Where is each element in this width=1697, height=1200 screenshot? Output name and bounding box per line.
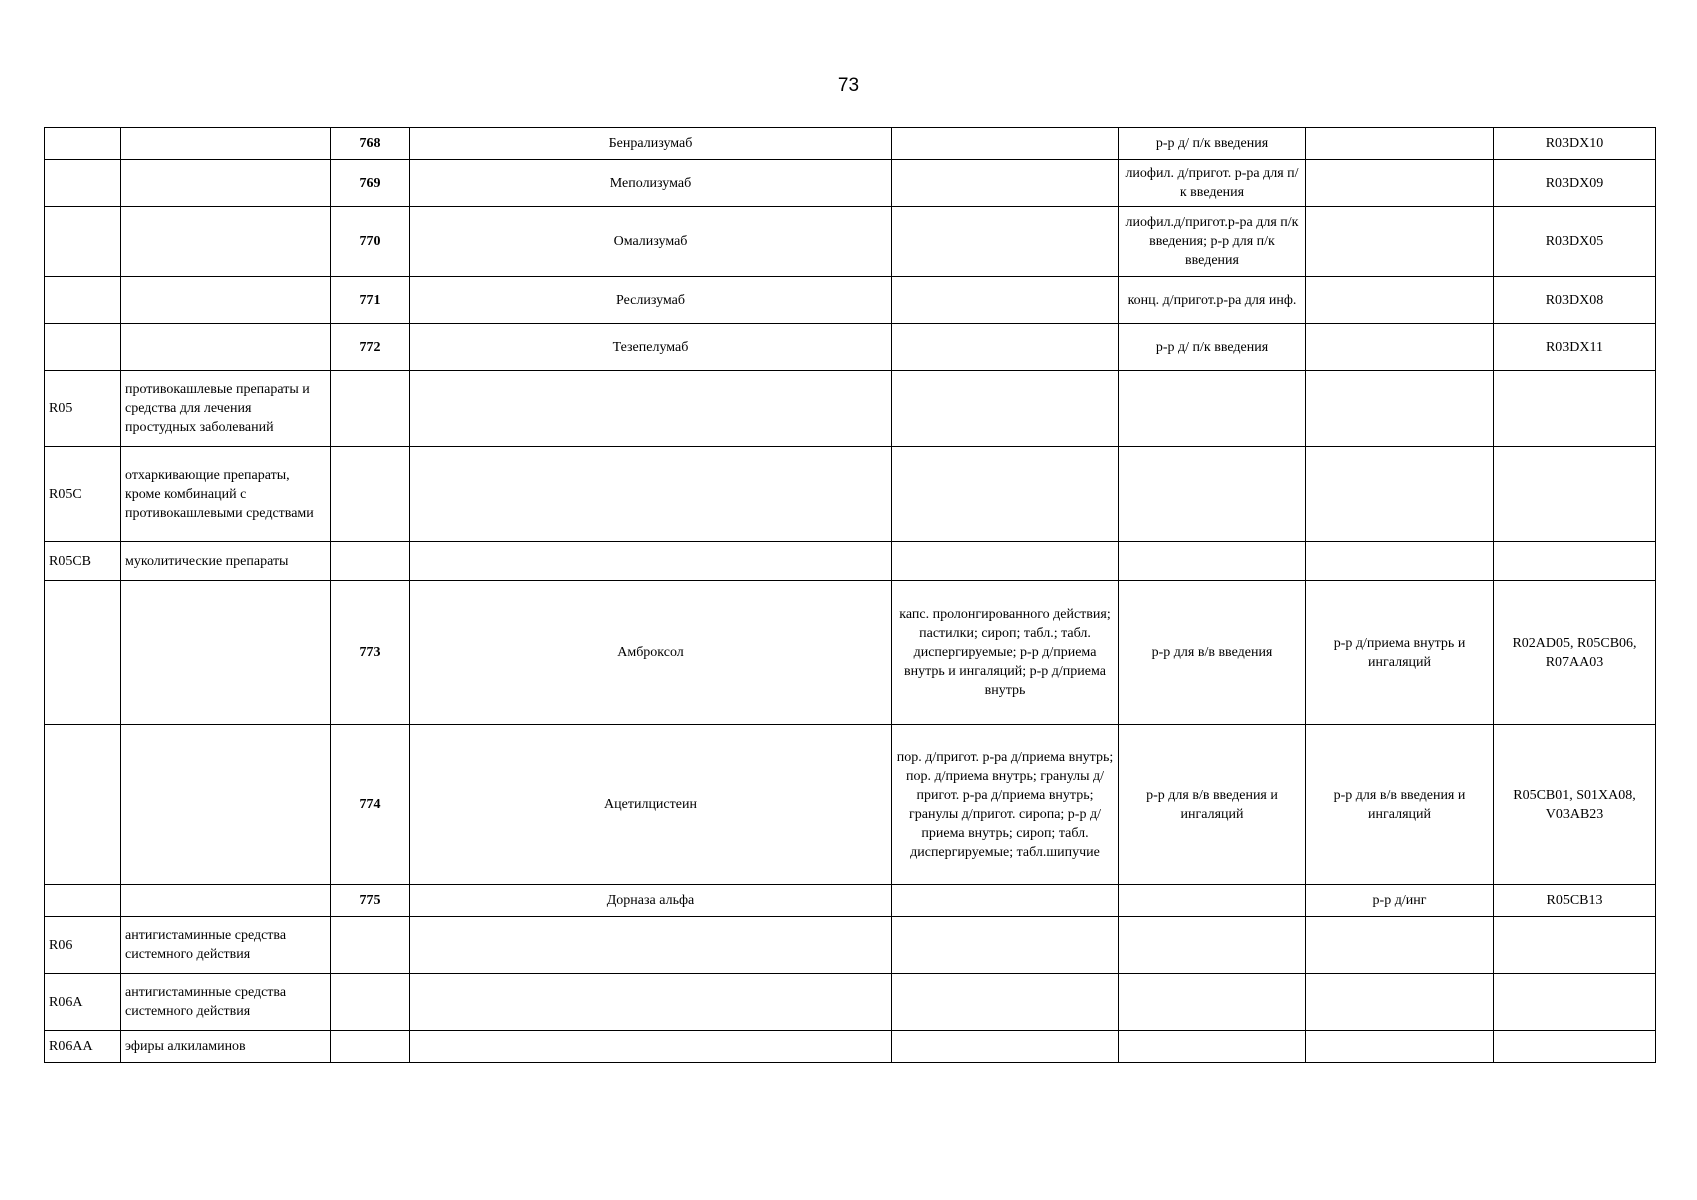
atc-group-code-cell: R05	[45, 371, 121, 447]
drug-name-cell	[410, 1031, 892, 1063]
form-column-3-cell	[1306, 128, 1494, 160]
form-column-1-cell	[892, 207, 1119, 277]
atc-group-description-cell	[121, 725, 331, 885]
atc-group-code-cell	[45, 207, 121, 277]
atc-code-cell: R03DX05	[1494, 207, 1656, 277]
table-body	[45, 128, 1656, 1063]
atc-code-cell	[1494, 542, 1656, 581]
form-column-2-cell	[1119, 447, 1306, 542]
atc-code-cell: R05CB13	[1494, 885, 1656, 917]
form-column-2-cell: р-р д/ п/к введения	[1119, 324, 1306, 371]
atc-code-cell	[1494, 974, 1656, 1031]
atc-group-description-cell: отхаркивающие препараты, кроме комбинаций с противокашлевыми средствами	[121, 447, 331, 542]
table-row	[45, 581, 1656, 725]
item-number-cell	[331, 542, 410, 581]
form-column-3-cell	[1306, 207, 1494, 277]
form-column-2-cell	[1119, 1031, 1306, 1063]
form-column-1-cell	[892, 277, 1119, 324]
atc-group-description-cell	[121, 581, 331, 725]
form-column-1-cell	[892, 917, 1119, 974]
atc-group-description-cell: антигистаминные средства системного действия	[121, 974, 331, 1031]
item-number-cell	[331, 917, 410, 974]
atc-code-cell: R02AD05, R05CB06, R07AA03	[1494, 581, 1656, 725]
form-column-3-cell: р-р д/приема внутрь и ингаляций	[1306, 581, 1494, 725]
form-column-1-cell	[892, 447, 1119, 542]
atc-code-cell	[1494, 447, 1656, 542]
form-column-1-cell	[892, 885, 1119, 917]
drug-name-cell	[410, 974, 892, 1031]
form-column-2-cell	[1119, 974, 1306, 1031]
atc-group-code-cell	[45, 581, 121, 725]
drug-name-cell: Ацетилцистеин	[410, 725, 892, 885]
drug-name-cell	[410, 542, 892, 581]
table-row	[45, 974, 1656, 1031]
drug-name-cell	[410, 447, 892, 542]
form-column-1-cell	[892, 324, 1119, 371]
atc-code-cell: R05CB01, S01XA08, V03AB23	[1494, 725, 1656, 885]
form-column-3-cell	[1306, 1031, 1494, 1063]
form-column-3-cell	[1306, 324, 1494, 371]
atc-code-cell: R03DX08	[1494, 277, 1656, 324]
table-row	[45, 725, 1656, 885]
atc-group-code-cell: R06A	[45, 974, 121, 1031]
item-number-cell	[331, 447, 410, 542]
form-column-3-cell	[1306, 277, 1494, 324]
table-row	[45, 917, 1656, 974]
atc-group-code-cell	[45, 885, 121, 917]
drug-name-cell: Реслизумаб	[410, 277, 892, 324]
form-column-1-cell: капс. пролонгированного действия; пастилки; сироп; табл.; табл. диспергируемые; р-р д/приема внутрь и ингаляций; р-р д/приема внутрь	[892, 581, 1119, 725]
atc-group-description-cell	[121, 160, 331, 207]
form-column-3-cell	[1306, 371, 1494, 447]
form-column-3-cell	[1306, 974, 1494, 1031]
form-column-1-cell	[892, 542, 1119, 581]
form-column-3-cell	[1306, 917, 1494, 974]
table-row	[45, 277, 1656, 324]
atc-group-code-cell	[45, 277, 121, 324]
table-row	[45, 128, 1656, 160]
table-row	[45, 207, 1656, 277]
atc-group-code-cell: R05C	[45, 447, 121, 542]
item-number-cell: 775	[331, 885, 410, 917]
drug-name-cell	[410, 371, 892, 447]
item-number-cell: 771	[331, 277, 410, 324]
table-row	[45, 1031, 1656, 1063]
form-column-1-cell	[892, 160, 1119, 207]
form-column-2-cell	[1119, 542, 1306, 581]
atc-group-code-cell	[45, 725, 121, 885]
form-column-2-cell: р-р для в/в введения и ингаляций	[1119, 725, 1306, 885]
form-column-3-cell	[1306, 160, 1494, 207]
table-row	[45, 542, 1656, 581]
form-column-1-cell	[892, 371, 1119, 447]
atc-group-code-cell	[45, 128, 121, 160]
form-column-2-cell: р-р д/ п/к введения	[1119, 128, 1306, 160]
form-column-3-cell: р-р д/инг	[1306, 885, 1494, 917]
atc-group-description-cell	[121, 207, 331, 277]
drug-table	[44, 127, 1656, 1063]
drug-name-cell: Дорназа альфа	[410, 885, 892, 917]
drug-name-cell	[410, 917, 892, 974]
atc-group-code-cell	[45, 160, 121, 207]
atc-code-cell	[1494, 917, 1656, 974]
form-column-3-cell	[1306, 447, 1494, 542]
form-column-2-cell: конц. д/пригот.р-ра для инф.	[1119, 277, 1306, 324]
item-number-cell: 770	[331, 207, 410, 277]
drug-name-cell: Амброксол	[410, 581, 892, 725]
atc-group-description-cell	[121, 277, 331, 324]
form-column-1-cell	[892, 974, 1119, 1031]
atc-code-cell: R03DX10	[1494, 128, 1656, 160]
form-column-1-cell	[892, 1031, 1119, 1063]
form-column-2-cell: лиофил.д/пригот.р-ра для п/к введения; р-р для п/к введения	[1119, 207, 1306, 277]
atc-code-cell	[1494, 371, 1656, 447]
page-number: 73	[837, 75, 860, 96]
atc-code-cell: R03DX09	[1494, 160, 1656, 207]
form-column-2-cell	[1119, 371, 1306, 447]
atc-code-cell	[1494, 1031, 1656, 1063]
table-row	[45, 160, 1656, 207]
drug-name-cell: Тезепелумаб	[410, 324, 892, 371]
item-number-cell	[331, 371, 410, 447]
item-number-cell: 773	[331, 581, 410, 725]
atc-group-description-cell: эфиры алкиламинов	[121, 1031, 331, 1063]
atc-group-description-cell: муколитические препараты	[121, 542, 331, 581]
form-column-2-cell: лиофил. д/пригот. р-ра для п/к введения	[1119, 160, 1306, 207]
table-row	[45, 447, 1656, 542]
drug-name-cell: Бенрализумаб	[410, 128, 892, 160]
item-number-cell: 768	[331, 128, 410, 160]
form-column-3-cell	[1306, 542, 1494, 581]
item-number-cell: 774	[331, 725, 410, 885]
form-column-2-cell	[1119, 917, 1306, 974]
atc-group-code-cell: R06	[45, 917, 121, 974]
form-column-2-cell	[1119, 885, 1306, 917]
atc-group-code-cell: R06AA	[45, 1031, 121, 1063]
form-column-3-cell: р-р для в/в введения и ингаляций	[1306, 725, 1494, 885]
atc-group-code-cell: R05CB	[45, 542, 121, 581]
form-column-2-cell: р-р для в/в введения	[1119, 581, 1306, 725]
table-row	[45, 885, 1656, 917]
atc-code-cell: R03DX11	[1494, 324, 1656, 371]
atc-group-description-cell	[121, 885, 331, 917]
table-row	[45, 324, 1656, 371]
item-number-cell	[331, 1031, 410, 1063]
item-number-cell: 772	[331, 324, 410, 371]
form-column-1-cell	[892, 128, 1119, 160]
atc-group-description-cell: противокашлевые препараты и средства для лечения простудных заболеваний	[121, 371, 331, 447]
drug-name-cell: Омализумаб	[410, 207, 892, 277]
atc-group-description-cell	[121, 324, 331, 371]
atc-group-code-cell	[45, 324, 121, 371]
item-number-cell	[331, 974, 410, 1031]
atc-group-description-cell	[121, 128, 331, 160]
form-column-1-cell: пор. д/пригот. р-ра д/приема внутрь; пор. д/приема внутрь; гранулы д/пригот. р-ра д/приема внутрь; гранулы д/пригот. сиропа; р-р д/приема внутрь; сироп; табл. диспергируемые; табл.шипучие	[892, 725, 1119, 885]
atc-group-description-cell: антигистаминные средства системного действия	[121, 917, 331, 974]
drug-name-cell: Меполизумаб	[410, 160, 892, 207]
item-number-cell: 769	[331, 160, 410, 207]
table-row	[45, 371, 1656, 447]
